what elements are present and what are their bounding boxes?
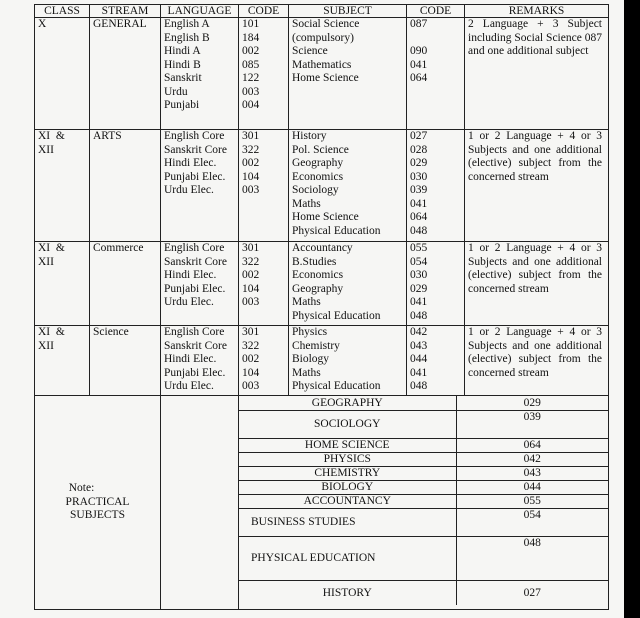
language-code: 101 (242, 18, 260, 30)
practical-code: 027 (456, 580, 608, 605)
practical-row (239, 494, 608, 508)
remarks-text: 1 or 2 Language + 4 or 3 Subjects and one additional (elective) subject from the concerned stream (468, 130, 602, 183)
language-cell (161, 18, 239, 130)
language-code-cell (239, 130, 289, 242)
subject-item: Geography (292, 157, 344, 169)
language-item: Urdu Elec. (164, 380, 214, 392)
practical-row (239, 508, 608, 536)
subject-cell (289, 242, 407, 326)
practical-row (239, 480, 608, 494)
language-item: Urdu Elec. (164, 296, 214, 308)
subject-item: B.Studies (292, 255, 337, 268)
language-code-cell (239, 242, 289, 326)
subject-cell (289, 326, 407, 396)
subject-item: Science (292, 45, 328, 57)
note-spacer (161, 396, 239, 610)
note-label: Note: (68, 482, 95, 495)
practical-subject: BIOLOGY (239, 480, 456, 494)
language-cell (161, 242, 239, 326)
subject-item: Sociology (292, 184, 339, 196)
subject-code-cell (407, 18, 465, 130)
language-code: 004 (242, 99, 260, 111)
subject-code: 041 (410, 197, 428, 210)
language-code: 104 (242, 170, 260, 183)
language-item: Urdu (164, 85, 188, 98)
practical-row (239, 410, 608, 438)
subject-item: (compulsory) (292, 31, 354, 44)
language-item: Punjabi Elec. (164, 170, 226, 183)
remarks-text: 2 Language + 3 Subject including Social Science 087 and one additional subject (468, 18, 602, 57)
class-cell: X (35, 18, 90, 130)
class-cell: XI & XII (35, 326, 90, 396)
stream-cell: Commerce (90, 242, 161, 326)
practical-subject: BUSINESS STUDIES (239, 508, 456, 536)
language-item: Punjabi Elec. (164, 366, 226, 379)
language-item: Hindi Elec. (164, 269, 217, 281)
language-code: 085 (242, 58, 260, 71)
language-item: Sanskrit (164, 72, 202, 84)
language-code: 003 (242, 184, 260, 196)
language-code: 104 (242, 282, 260, 295)
language-code-cell (239, 326, 289, 396)
language-code: 122 (242, 72, 260, 84)
subject-item: Economics (292, 170, 344, 183)
language-item: Hindi Elec. (164, 157, 217, 169)
header-class: CLASS (35, 5, 90, 18)
subject-item: Home Science (292, 211, 359, 223)
practical-subject: HISTORY (239, 580, 456, 605)
header-row (35, 5, 609, 18)
practical-code: 064 (456, 438, 608, 452)
practical-row (239, 466, 608, 480)
language-item: English Core (164, 326, 225, 338)
language-code: 002 (242, 353, 260, 365)
language-code: 322 (242, 339, 260, 352)
practical-code: 042 (456, 452, 608, 466)
language-item: Punjabi Elec. (164, 282, 226, 295)
practical-subjects-cell (239, 396, 609, 610)
remarks-text: 1 or 2 Language + 4 or 3 Subjects and one additional (elective) subject from the concerned stream (468, 242, 602, 295)
subject-code: 054 (410, 255, 428, 268)
subject-item: Pol. Science (292, 143, 349, 156)
subject-item: Physics (292, 326, 328, 338)
class-cell: XI & XII (35, 242, 90, 326)
remarks-cell (465, 18, 609, 130)
practical-code: 044 (456, 480, 608, 494)
language-cell (161, 326, 239, 396)
remarks-cell (465, 242, 609, 326)
subject-code: 064 (410, 211, 428, 223)
practical-row (239, 452, 608, 466)
language-cell (161, 130, 239, 242)
language-code: 002 (242, 45, 260, 57)
subject-code: 087 (410, 18, 428, 30)
practical-row (239, 438, 608, 452)
header-language: LANGUAGE (161, 5, 239, 18)
header-stream: STREAM (90, 5, 161, 18)
scheme-row (35, 130, 609, 242)
language-item: Urdu Elec. (164, 184, 214, 196)
subject-code: 030 (410, 269, 428, 281)
subject-item: Geography (292, 282, 344, 295)
subject-code (410, 32, 461, 46)
subject-code: 048 (410, 309, 428, 322)
practical-subject: HOME SCIENCE (239, 438, 456, 452)
subject-code: 030 (410, 170, 428, 183)
language-code: 003 (242, 296, 260, 308)
language-item: Hindi B (164, 58, 201, 71)
language-item: Punjabi (164, 99, 200, 111)
subject-code-cell (407, 130, 465, 242)
language-item: English A (164, 18, 210, 30)
subject-item: Accountancy (292, 242, 353, 254)
language-item: Sanskrit Core (164, 255, 227, 268)
scheme-row (35, 326, 609, 396)
practical-row (239, 580, 608, 605)
practical-code: 039 (456, 410, 608, 438)
language-item: English Core (164, 242, 225, 254)
language-code: 322 (242, 143, 260, 156)
subject-item: Physical Education (292, 224, 381, 237)
subject-item: Social Science (292, 18, 360, 30)
practical-row (239, 396, 608, 410)
subject-code: 090 (410, 45, 428, 57)
subject-item: Economics (292, 269, 344, 281)
header-remarks: REMARKS (465, 5, 609, 18)
practical-code: 055 (456, 494, 608, 508)
practical-code: 048 (456, 536, 608, 580)
subject-code: 055 (410, 242, 428, 254)
subject-code: 029 (410, 282, 428, 295)
language-code: 002 (242, 157, 260, 169)
remarks-cell (465, 130, 609, 242)
header-language-code: CODE (239, 5, 289, 18)
subject-code: 029 (410, 157, 428, 169)
subject-item: Maths (292, 197, 321, 210)
table-body (35, 18, 609, 610)
subject-item: Maths (292, 296, 321, 308)
subject-cell (289, 18, 407, 130)
language-code: 301 (242, 326, 260, 338)
subject-scheme-table (34, 4, 609, 610)
note-cell (35, 396, 161, 610)
language-code-cell (239, 18, 289, 130)
language-code: 301 (242, 242, 260, 254)
practical-row (239, 536, 608, 580)
remarks-text: 1 or 2 Language + 4 or 3 Subjects and one additional (elective) subject from the concerned stream (468, 326, 602, 379)
practical-code: 029 (456, 396, 608, 410)
subject-code: 044 (410, 353, 428, 365)
header-subject-code: CODE (407, 5, 465, 18)
practical-subject: GEOGRAPHY (239, 396, 456, 410)
practical-subject: PHYSICAL EDUCATION (239, 536, 456, 580)
subject-code: 041 (410, 366, 428, 379)
practical-code: 054 (456, 508, 608, 536)
language-code: 301 (242, 130, 260, 142)
scheme-row (35, 18, 609, 130)
language-code: 184 (242, 31, 260, 44)
language-item: Sanskrit Core (164, 339, 227, 352)
practical-subject: CHEMISTRY (239, 466, 456, 480)
practical-subjects-table (239, 396, 608, 605)
subject-item: Physical Education (292, 380, 381, 392)
language-code: 003 (242, 380, 260, 392)
practical-code: 043 (456, 466, 608, 480)
subject-code: 064 (410, 72, 428, 84)
stream-cell: ARTS (90, 130, 161, 242)
subject-code: 041 (410, 296, 428, 308)
language-item: English Core (164, 130, 225, 142)
language-code: 322 (242, 255, 260, 268)
practical-subject: ACCOUNTANCY (239, 494, 456, 508)
language-item: English B (164, 31, 210, 44)
subject-item: Physical Education (292, 309, 381, 322)
subject-item: Biology (292, 353, 330, 365)
header-subject: SUBJECT (289, 5, 407, 18)
stream-cell: Science (90, 326, 161, 396)
subject-code: 048 (410, 224, 428, 237)
language-code: 003 (242, 85, 260, 98)
subject-code: 048 (410, 380, 428, 392)
subject-code: 039 (410, 184, 428, 196)
language-item: Sanskrit Core (164, 143, 227, 156)
subject-code: 027 (410, 130, 428, 142)
practical-subject: SOCIOLOGY (239, 410, 456, 438)
subject-item: Chemistry (292, 339, 340, 352)
scheme-row (35, 242, 609, 326)
class-cell: XI & XII (35, 130, 90, 242)
subject-code: 042 (410, 326, 428, 338)
practical-subjects-title: PRACTICAL SUBJECTS (65, 495, 130, 522)
note-row (35, 396, 609, 610)
practical-subject: PHYSICS (239, 452, 456, 466)
subject-code: 043 (410, 339, 428, 352)
subject-item: Home Science (292, 72, 359, 84)
subject-item: Maths (292, 366, 321, 379)
language-code: 002 (242, 269, 260, 281)
subject-code: 041 (410, 58, 428, 71)
remarks-cell (465, 326, 609, 396)
subject-item: Mathematics (292, 58, 352, 71)
subject-code-cell (407, 326, 465, 396)
stream-cell: GENERAL (90, 18, 161, 130)
language-item: Hindi A (164, 45, 201, 57)
language-code: 104 (242, 366, 260, 379)
subject-item: History (292, 130, 327, 142)
subject-code: 028 (410, 143, 428, 156)
subject-cell (289, 130, 407, 242)
language-item: Hindi Elec. (164, 353, 217, 365)
subject-code-cell (407, 242, 465, 326)
